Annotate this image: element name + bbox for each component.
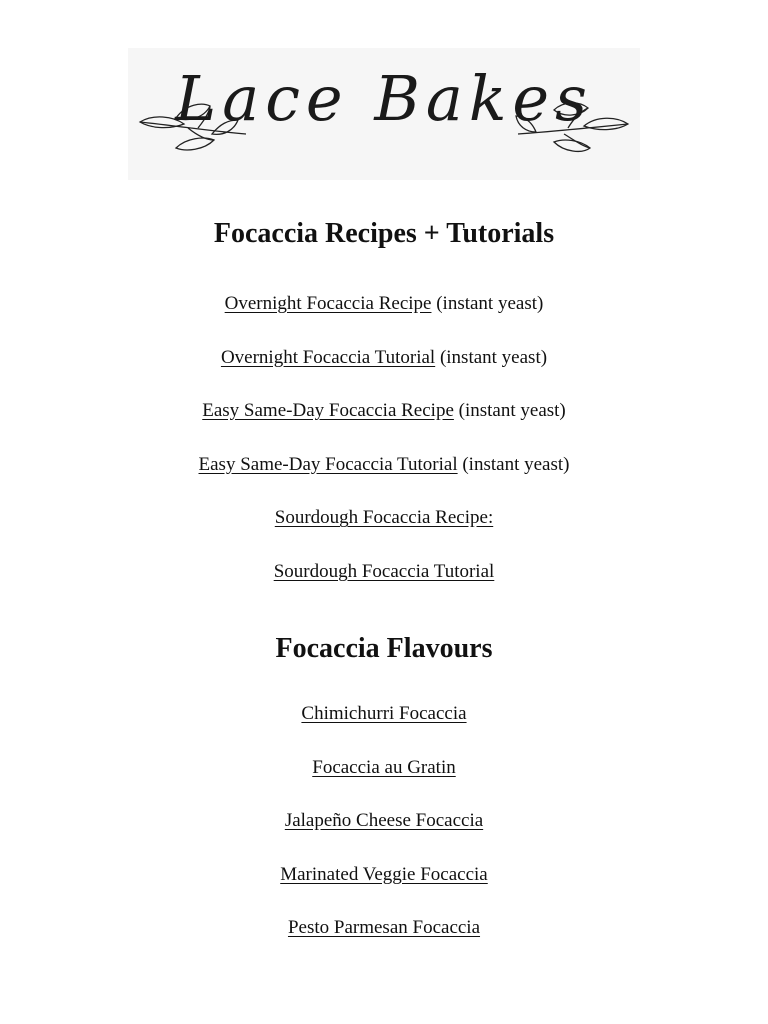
list-item [0, 344, 768, 398]
link-overnight-tutorial[interactable]: Overnight Focaccia Tutorial [220, 346, 436, 368]
link-chimichurri[interactable]: Chimichurri Focaccia [301, 703, 467, 724]
list-item [0, 504, 768, 558]
link-jalapeno-cheese[interactable]: Jalapeño Cheese Focaccia [284, 810, 484, 832]
yeast-note: (instant yeast) [462, 453, 570, 475]
yeast-note: (instant yeast) [458, 400, 566, 422]
link-pesto-parmesan[interactable]: Pesto Parmesan Focaccia [287, 917, 481, 939]
list-item [0, 700, 768, 754]
link-same-day-tutorial[interactable]: Easy Same-Day Focaccia Tutorial [198, 453, 458, 475]
link-au-gratin[interactable]: Focaccia au Gratin [312, 756, 456, 778]
yeast-note: (instant yeast) [436, 293, 544, 314]
brand-logo [128, 48, 640, 180]
link-marinated-veggie[interactable]: Marinated Veggie Focaccia [280, 863, 488, 885]
link-sourdough-tutorial[interactable]: Sourdough Focaccia Tutorial [273, 560, 495, 582]
list-item [0, 861, 768, 915]
list-item [0, 290, 768, 344]
link-overnight-recipe[interactable]: Overnight Focaccia Recipe [224, 293, 432, 314]
link-sourdough-recipe[interactable]: Sourdough Focaccia Recipe: [274, 507, 494, 529]
list-item [0, 914, 768, 968]
list-item [0, 451, 768, 505]
section-title-tutorials: Focaccia Recipes + Tutorials [213, 218, 555, 249]
section-title-flavours: Focaccia Flavours [275, 633, 493, 664]
yeast-note: (instant yeast) [439, 346, 548, 368]
list-item [0, 397, 768, 451]
flavours-list [0, 700, 768, 968]
list-item [0, 754, 768, 808]
link-same-day-recipe[interactable]: Easy Same-Day Focaccia Recipe [202, 400, 454, 422]
list-item [0, 807, 768, 861]
tutorials-list [0, 290, 768, 612]
logo-text: Lace Bakes [175, 62, 593, 135]
list-item [0, 558, 768, 612]
